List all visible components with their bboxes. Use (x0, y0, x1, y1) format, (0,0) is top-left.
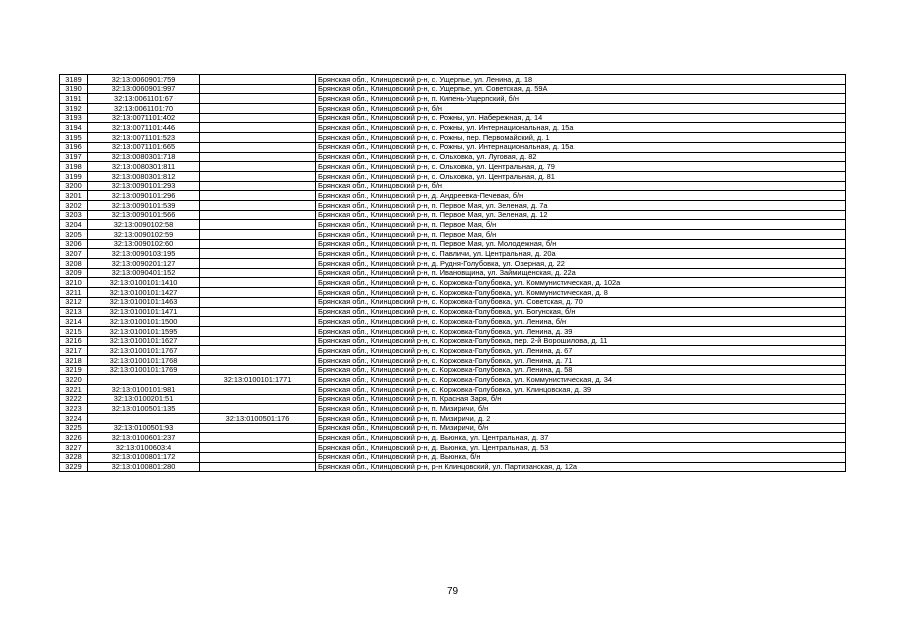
address-cell: Брянская обл., Клинцовский р-н, с. Коржовка-Голубовка, ул. Коммунистическая, д. 34 (316, 375, 846, 385)
row-number-cell: 3216 (60, 336, 88, 346)
address-cell: Брянская обл., Клинцовский р-н, с. Коржовка-Голубовка, ул. Ленина, д. 71 (316, 355, 846, 365)
cadastral-number-alt-cell (200, 307, 316, 317)
row-number-cell: 3191 (60, 94, 88, 104)
table-row (60, 171, 846, 181)
row-number-cell: 3201 (60, 191, 88, 201)
address-cell: Брянская обл., Клинцовский р-н, п. Первое Мая, ул. Зеленая, д. 7а (316, 200, 846, 210)
address-cell: Брянская обл., Клинцовский р-н, п. Мизиричи, б/н (316, 423, 846, 433)
table-row (60, 113, 846, 123)
address-cell: Брянская обл., Клинцовский р-н, с. Коржовка-Голубовка, ул. Клинцовская, д. 39 (316, 385, 846, 395)
cadastral-number-cell: 32:13:0100101:1769 (88, 365, 200, 375)
cadastral-number-alt-cell (200, 423, 316, 433)
address-cell: Брянская обл., Клинцовский р-н, п. Первое Мая, б/н (316, 220, 846, 230)
row-number-cell: 3212 (60, 297, 88, 307)
cadastral-number-cell: 32:13:0090101:566 (88, 210, 200, 220)
row-number-cell: 3200 (60, 181, 88, 191)
address-cell: Брянская обл., Клинцовский р-н, с. Ущерпье, ул. Ленина, д. 18 (316, 75, 846, 85)
table-row (60, 84, 846, 94)
row-number-cell: 3227 (60, 443, 88, 453)
table-row (60, 307, 846, 317)
row-number-cell: 3222 (60, 394, 88, 404)
address-cell: Брянская обл., Клинцовский р-н, с. Коржовка-Голубовка, ул. Богунская, б/н (316, 307, 846, 317)
table-row (60, 404, 846, 414)
cadastral-number-alt-cell (200, 346, 316, 356)
address-cell: Брянская обл., Клинцовский р-н, с. Коржовка-Голубовка, ул. Ленина, д. 58 (316, 365, 846, 375)
cadastral-number-cell: 32:13:0090101:293 (88, 181, 200, 191)
row-number-cell: 3199 (60, 171, 88, 181)
cadastral-number-cell: 32:13:0100501:93 (88, 423, 200, 433)
address-cell: Брянская обл., Клинцовский р-н, п. Красная Заря, б/н (316, 394, 846, 404)
cadastral-number-alt-cell (200, 84, 316, 94)
address-cell: Брянская обл., Клинцовский р-н, с. Коржовка-Голубовка, ул. Коммунистическая, д. 102а (316, 278, 846, 288)
cadastral-number-cell: 32:13:0061101:70 (88, 104, 200, 114)
address-cell: Брянская обл., Клинцовский р-н, с. Рожны, ул. Интернациональная, д. 15а (316, 123, 846, 133)
cadastral-number-cell: 32:13:0100101:1767 (88, 346, 200, 356)
cadastral-number-alt-cell (200, 113, 316, 123)
cadastral-number-alt-cell (200, 433, 316, 443)
cadastral-number-alt-cell (200, 142, 316, 152)
cadastral-number-alt-cell (200, 355, 316, 365)
cadastral-number-cell: 32:13:0090101:539 (88, 200, 200, 210)
row-number-cell: 3197 (60, 152, 88, 162)
cadastral-number-alt-cell (200, 462, 316, 472)
row-number-cell: 3196 (60, 142, 88, 152)
cadastral-number-cell: 32:13:0090101:296 (88, 191, 200, 201)
table-row (60, 104, 846, 114)
address-cell: Брянская обл., Клинцовский р-н, д. Вьюнка, ул. Центральная, д. 37 (316, 433, 846, 443)
cadastral-number-alt-cell (200, 385, 316, 395)
cadastral-number-alt-cell (200, 268, 316, 278)
cadastral-number-alt-cell (200, 259, 316, 269)
cadastral-number-alt-cell (200, 394, 316, 404)
address-cell: Брянская обл., Клинцовский р-н, с. Коржовка-Голубовка, ул. Ленина, б/н (316, 317, 846, 327)
cadastral-number-alt-cell (200, 443, 316, 453)
table-row (60, 355, 846, 365)
table-row (60, 394, 846, 404)
cadastral-number-cell: 32:13:0071101:402 (88, 113, 200, 123)
row-number-cell: 3203 (60, 210, 88, 220)
table-row (60, 326, 846, 336)
cadastral-number-cell: 32:13:0100101:1500 (88, 317, 200, 327)
cadastral-number-cell: 32:13:0080301:718 (88, 152, 200, 162)
cadastral-number-alt-cell: 32:13:0100501:176 (200, 414, 316, 424)
cadastral-number-cell: 32:13:0071101:446 (88, 123, 200, 133)
cadastral-number-alt-cell (200, 123, 316, 133)
table-row (60, 123, 846, 133)
cadastral-number-cell: 32:13:0100801:172 (88, 452, 200, 462)
cadastral-number-cell: 32:13:0061101:67 (88, 94, 200, 104)
cadastral-number-cell: 32:13:0090103:195 (88, 249, 200, 259)
cadastral-number-cell: 32:13:0100101:1410 (88, 278, 200, 288)
cadastral-number-alt-cell (200, 171, 316, 181)
cadastral-number-alt-cell (200, 326, 316, 336)
cadastral-number-cell: 32:13:0090102:59 (88, 230, 200, 240)
address-cell: Брянская обл., Клинцовский р-н, с. Коржовка-Голубовка, ул. Ленина, д. 39 (316, 326, 846, 336)
address-cell: Брянская обл., Клинцовский р-н, п. Кипень-Ущерпский, б/н (316, 94, 846, 104)
address-cell: Брянская обл., Клинцовский р-н, с. Ольховка, ул. Центральная, д. 81 (316, 171, 846, 181)
row-number-cell: 3204 (60, 220, 88, 230)
cadastral-number-alt-cell (200, 230, 316, 240)
table-row (60, 452, 846, 462)
cadastral-number-alt-cell (200, 336, 316, 346)
table-row (60, 433, 846, 443)
table-row (60, 278, 846, 288)
address-cell: Брянская обл., Клинцовский р-н, с. Ольховка, ул. Центральная, д. 79 (316, 162, 846, 172)
table-row (60, 142, 846, 152)
cadastral-number-cell: 32:13:0100601:237 (88, 433, 200, 443)
address-cell: Брянская обл., Клинцовский р-н, д. Андреевка-Печевая, б/н (316, 191, 846, 201)
table-row (60, 365, 846, 375)
table-row (60, 94, 846, 104)
address-cell: Брянская обл., Клинцовский р-н, б/н (316, 181, 846, 191)
address-cell: Брянская обл., Клинцовский р-н, д. Рудня-Голубовка, ул. Озерная, д. 22 (316, 259, 846, 269)
table-row (60, 249, 846, 259)
row-number-cell: 3211 (60, 288, 88, 298)
cadastral-number-alt-cell (200, 162, 316, 172)
cadastral-number-cell: 32:13:0100101:1427 (88, 288, 200, 298)
registry-table (59, 74, 846, 472)
row-number-cell: 3198 (60, 162, 88, 172)
address-cell: Брянская обл., Клинцовский р-н, с. Рожны, ул. Интернациональная, д. 15а (316, 142, 846, 152)
table-row (60, 200, 846, 210)
table-row (60, 152, 846, 162)
cadastral-number-cell: 32:13:0100101:1595 (88, 326, 200, 336)
row-number-cell: 3202 (60, 200, 88, 210)
cadastral-number-cell (88, 375, 200, 385)
table-row (60, 336, 846, 346)
cadastral-number-alt-cell (200, 288, 316, 298)
row-number-cell: 3217 (60, 346, 88, 356)
table-row (60, 239, 846, 249)
cadastral-number-alt-cell (200, 278, 316, 288)
address-cell: Брянская обл., Клинцовский р-н, п. Первое Мая, ул. Молодежная, б/н (316, 239, 846, 249)
row-number-cell: 3193 (60, 113, 88, 123)
cadastral-number-cell: 32:13:0100101:1768 (88, 355, 200, 365)
cadastral-number-cell: 32:13:0100201:51 (88, 394, 200, 404)
registry-table-body (60, 75, 846, 472)
address-cell: Брянская обл., Клинцовский р-н, п. Мизиричи, д. 2 (316, 414, 846, 424)
address-cell: Брянская обл., Клинцовский р-н, с. Ущерпье, ул. Советская, д. 59А (316, 84, 846, 94)
address-cell: Брянская обл., Клинцовский р-н, с. Ольховка, ул. Луговая, д. 82 (316, 152, 846, 162)
row-number-cell: 3225 (60, 423, 88, 433)
cadastral-number-cell: 32:13:0100101:1463 (88, 297, 200, 307)
cadastral-number-cell: 32:13:0100101:1627 (88, 336, 200, 346)
table-row (60, 346, 846, 356)
cadastral-number-alt-cell (200, 200, 316, 210)
cadastral-number-cell: 32:13:0060901:997 (88, 84, 200, 94)
cadastral-number-alt-cell (200, 365, 316, 375)
address-cell: Брянская обл., Клинцовский р-н, п. Мизиричи, б/н (316, 404, 846, 414)
address-cell: Брянская обл., Клинцовский р-н, п. Первое Мая, б/н (316, 230, 846, 240)
table-row (60, 259, 846, 269)
row-number-cell: 3223 (60, 404, 88, 414)
row-number-cell: 3219 (60, 365, 88, 375)
row-number-cell: 3221 (60, 385, 88, 395)
cadastral-number-cell: 32:13:0071101:665 (88, 142, 200, 152)
table-row (60, 181, 846, 191)
address-cell: Брянская обл., Клинцовский р-н, с. Павличи, ул. Центральная, д. 20а (316, 249, 846, 259)
row-number-cell: 3220 (60, 375, 88, 385)
cadastral-number-alt-cell (200, 317, 316, 327)
row-number-cell: 3209 (60, 268, 88, 278)
table-row (60, 268, 846, 278)
row-number-cell: 3194 (60, 123, 88, 133)
cadastral-number-alt-cell (200, 404, 316, 414)
address-cell: Брянская обл., Клинцовский р-н, п. Ивановщина, ул. Займищенская, д. 22а (316, 268, 846, 278)
table-row (60, 385, 846, 395)
row-number-cell: 3210 (60, 278, 88, 288)
row-number-cell: 3189 (60, 75, 88, 85)
address-cell: Брянская обл., Клинцовский р-н, д. Вьюнка, б/н (316, 452, 846, 462)
cadastral-number-cell: 32:13:0090201:127 (88, 259, 200, 269)
cadastral-number-alt-cell: 32:13:0100101:1771 (200, 375, 316, 385)
row-number-cell: 3228 (60, 452, 88, 462)
table-row (60, 162, 846, 172)
table-row (60, 462, 846, 472)
cadastral-number-alt-cell (200, 152, 316, 162)
table-row (60, 423, 846, 433)
address-cell: Брянская обл., Клинцовский р-н, д. Вьюнка, ул. Центральная, д. 53 (316, 443, 846, 453)
cadastral-number-cell: 32:13:0080301:812 (88, 171, 200, 181)
cadastral-number-alt-cell (200, 297, 316, 307)
row-number-cell: 3207 (60, 249, 88, 259)
address-cell: Брянская обл., Клинцовский р-н, с. Коржовка-Голубовка, пер. 2-й Ворошилова, д. 11 (316, 336, 846, 346)
table-row (60, 414, 846, 424)
cadastral-number-alt-cell (200, 133, 316, 143)
table-row (60, 317, 846, 327)
table-row (60, 443, 846, 453)
row-number-cell: 3229 (60, 462, 88, 472)
address-cell: Брянская обл., Клинцовский р-н, с. Коржовка-Голубовка, ул. Советская, д. 70 (316, 297, 846, 307)
address-cell: Брянская обл., Клинцовский р-н, с. Рожны, ул. Набережная, д. 14 (316, 113, 846, 123)
page-number: 79 (446, 586, 459, 597)
cadastral-number-alt-cell (200, 452, 316, 462)
cadastral-number-cell: 32:13:0090401:152 (88, 268, 200, 278)
cadastral-number-cell: 32:13:0071101:523 (88, 133, 200, 143)
address-cell: Брянская обл., Клинцовский р-н, с. Рожны, пер. Первомайский, д. 1 (316, 133, 846, 143)
address-cell: Брянская обл., Клинцовский р-н, с. Коржовка-Голубовка, ул. Коммунистическая, д. 8 (316, 288, 846, 298)
cadastral-number-alt-cell (200, 249, 316, 259)
table-row (60, 133, 846, 143)
row-number-cell: 3190 (60, 84, 88, 94)
cadastral-number-alt-cell (200, 191, 316, 201)
cadastral-number-cell: 32:13:0060901:759 (88, 75, 200, 85)
table-row (60, 191, 846, 201)
row-number-cell: 3192 (60, 104, 88, 114)
row-number-cell: 3213 (60, 307, 88, 317)
cadastral-number-cell: 32:13:0100603:4 (88, 443, 200, 453)
row-number-cell: 3208 (60, 259, 88, 269)
row-number-cell: 3226 (60, 433, 88, 443)
table-row (60, 288, 846, 298)
table-row (60, 230, 846, 240)
row-number-cell: 3218 (60, 355, 88, 365)
cadastral-number-cell: 32:13:0100101:1471 (88, 307, 200, 317)
cadastral-number-cell: 32:13:0090102:60 (88, 239, 200, 249)
row-number-cell: 3195 (60, 133, 88, 143)
table-row (60, 75, 846, 85)
cadastral-number-cell: 32:13:0100101:981 (88, 385, 200, 395)
cadastral-number-alt-cell (200, 220, 316, 230)
table-row (60, 210, 846, 220)
table-row (60, 220, 846, 230)
cadastral-number-cell (88, 414, 200, 424)
row-number-cell: 3206 (60, 239, 88, 249)
cadastral-number-cell: 32:13:0090102:58 (88, 220, 200, 230)
cadastral-number-alt-cell (200, 210, 316, 220)
cadastral-number-cell: 32:13:0100801:280 (88, 462, 200, 472)
address-cell: Брянская обл., Клинцовский р-н, п. Первое Мая, ул. Зеленая, д. 12 (316, 210, 846, 220)
address-cell: Брянская обл., Клинцовский р-н, б/н (316, 104, 846, 114)
table-row (60, 297, 846, 307)
address-cell: Брянская обл., Клинцовский р-н, с. Коржовка-Голубовка, ул. Ленина, д. 67 (316, 346, 846, 356)
cadastral-number-cell: 32:13:0100501:135 (88, 404, 200, 414)
table-row (60, 375, 846, 385)
row-number-cell: 3224 (60, 414, 88, 424)
cadastral-number-alt-cell (200, 75, 316, 85)
cadastral-number-alt-cell (200, 239, 316, 249)
row-number-cell: 3215 (60, 326, 88, 336)
row-number-cell: 3205 (60, 230, 88, 240)
cadastral-number-alt-cell (200, 104, 316, 114)
cadastral-number-alt-cell (200, 94, 316, 104)
cadastral-number-alt-cell (200, 181, 316, 191)
row-number-cell: 3214 (60, 317, 88, 327)
cadastral-number-cell: 32:13:0080301:811 (88, 162, 200, 172)
address-cell: Брянская обл., Клинцовский р-н, р-н Клинцовский, ул. Партизанская, д. 12а (316, 462, 846, 472)
